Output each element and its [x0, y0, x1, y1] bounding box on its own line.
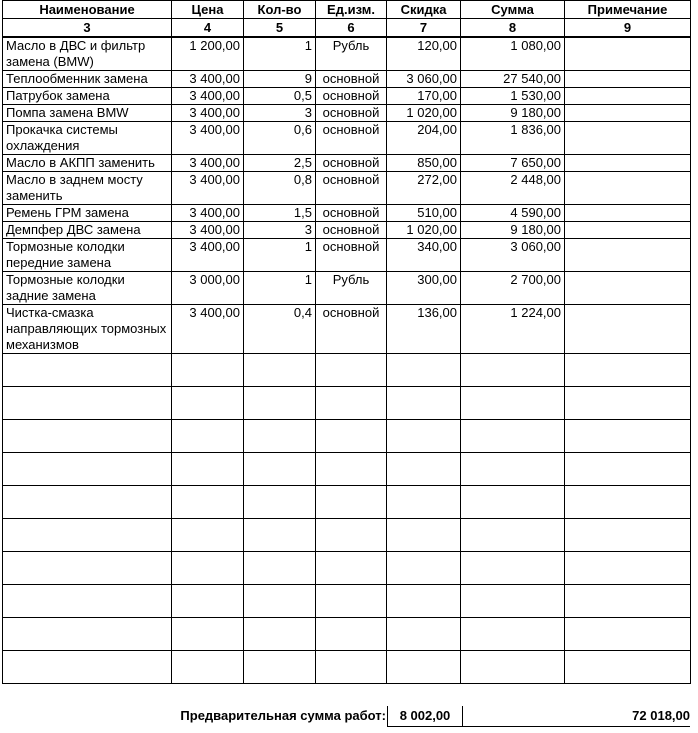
item-price: 3 000,00: [172, 272, 244, 305]
col-number: 4: [172, 19, 244, 38]
item-note: [565, 239, 691, 272]
work-items-table: [2, 0, 691, 684]
item-discount: 300,00: [387, 272, 461, 305]
item-sum: 4 590,00: [461, 205, 565, 222]
item-note: [565, 205, 691, 222]
empty-cell: [461, 552, 565, 585]
item-price: 3 400,00: [172, 71, 244, 88]
item-price: 3 400,00: [172, 222, 244, 239]
empty-cell: [172, 420, 244, 453]
empty-cell: [172, 618, 244, 651]
empty-cell: [316, 651, 387, 684]
empty-cell: [3, 552, 172, 585]
empty-cell: [316, 486, 387, 519]
empty-cell: [172, 552, 244, 585]
empty-cell: [244, 420, 316, 453]
empty-cell: [461, 387, 565, 420]
item-qty: 1: [244, 272, 316, 305]
empty-cell: [461, 618, 565, 651]
empty-cell: [387, 486, 461, 519]
empty-cell: [316, 387, 387, 420]
empty-cell: [3, 486, 172, 519]
empty-cell: [565, 420, 691, 453]
empty-cell: [316, 453, 387, 486]
empty-cell: [244, 585, 316, 618]
empty-cell: [3, 387, 172, 420]
table-row: [3, 37, 691, 71]
empty-cell: [565, 552, 691, 585]
item-price: 3 400,00: [172, 205, 244, 222]
item-qty: 3: [244, 222, 316, 239]
empty-row: [3, 354, 691, 387]
item-price: 3 400,00: [172, 155, 244, 172]
item-name: Прокачка системы охлаждения: [3, 122, 172, 155]
col-number: 7: [387, 19, 461, 38]
item-discount: 136,00: [387, 305, 461, 354]
empty-cell: [316, 354, 387, 387]
item-qty: 1,5: [244, 205, 316, 222]
table-row: [3, 305, 691, 354]
empty-cell: [3, 354, 172, 387]
col-number: 5: [244, 19, 316, 38]
item-discount: 340,00: [387, 239, 461, 272]
empty-cell: [244, 552, 316, 585]
empty-cell: [244, 651, 316, 684]
empty-cell: [316, 519, 387, 552]
empty-cell: [3, 453, 172, 486]
table-row: [3, 272, 691, 305]
item-name: Демпфер ДВС замена: [3, 222, 172, 239]
item-discount: 170,00: [387, 88, 461, 105]
item-note: [565, 222, 691, 239]
item-name: Ремень ГРМ замена: [3, 205, 172, 222]
empty-row: [3, 453, 691, 486]
item-unit: основной: [316, 155, 387, 172]
sum-blank-cell: [462, 706, 566, 727]
col-qty-header: Кол-во: [244, 1, 316, 19]
empty-cell: [244, 519, 316, 552]
empty-cell: [172, 519, 244, 552]
empty-cell: [172, 585, 244, 618]
item-sum: 7 650,00: [461, 155, 565, 172]
item-price: 3 400,00: [172, 88, 244, 105]
empty-cell: [461, 585, 565, 618]
item-name: Чистка-смазка направляющих тормозных механизмов: [3, 305, 172, 354]
empty-cell: [3, 519, 172, 552]
col-price-header: Цена: [172, 1, 244, 19]
item-note: [565, 172, 691, 205]
item-discount: 3 060,00: [387, 71, 461, 88]
item-price: 3 400,00: [172, 305, 244, 354]
empty-cell: [3, 585, 172, 618]
empty-cell: [316, 552, 387, 585]
item-discount: 1 020,00: [387, 105, 461, 122]
table-row: [3, 71, 691, 88]
sum-total: 72 018,00: [566, 706, 690, 727]
item-note: [565, 272, 691, 305]
empty-cell: [565, 519, 691, 552]
item-qty: 2,5: [244, 155, 316, 172]
item-name: Масло в заднем мосту заменить: [3, 172, 172, 205]
col-unit-header: Ед.изм.: [316, 1, 387, 19]
col-number: 3: [3, 19, 172, 38]
table-row: [3, 122, 691, 155]
item-name: Масло в АКПП заменить: [3, 155, 172, 172]
empty-cell: [172, 486, 244, 519]
empty-cell: [387, 387, 461, 420]
item-name: Тормозные колодки задние замена: [3, 272, 172, 305]
col-number: 8: [461, 19, 565, 38]
empty-row: [3, 618, 691, 651]
item-sum: 9 180,00: [461, 105, 565, 122]
empty-cell: [387, 354, 461, 387]
table-row: [3, 155, 691, 172]
item-unit: основной: [316, 122, 387, 155]
table-row: [3, 239, 691, 272]
item-unit: основной: [316, 88, 387, 105]
item-discount: 510,00: [387, 205, 461, 222]
empty-cell: [172, 354, 244, 387]
empty-cell: [461, 420, 565, 453]
empty-cell: [244, 354, 316, 387]
empty-cell: [461, 354, 565, 387]
item-sum: 1 836,00: [461, 122, 565, 155]
empty-cell: [387, 519, 461, 552]
item-qty: 0,5: [244, 88, 316, 105]
item-note: [565, 105, 691, 122]
col-discount-header: Скидка: [387, 1, 461, 19]
empty-cell: [316, 618, 387, 651]
item-note: [565, 37, 691, 71]
empty-cell: [565, 486, 691, 519]
table-row: [3, 222, 691, 239]
empty-cell: [316, 420, 387, 453]
empty-row: [3, 387, 691, 420]
item-qty: 1: [244, 37, 316, 71]
item-qty: 1: [244, 239, 316, 272]
table-row: [3, 205, 691, 222]
empty-row: [3, 519, 691, 552]
col-number: 6: [316, 19, 387, 38]
item-note: [565, 305, 691, 354]
empty-cell: [3, 420, 172, 453]
empty-cell: [3, 618, 172, 651]
empty-cell: [172, 387, 244, 420]
empty-cell: [316, 585, 387, 618]
item-discount: 1 020,00: [387, 222, 461, 239]
empty-cell: [565, 651, 691, 684]
item-unit: основной: [316, 105, 387, 122]
empty-cell: [387, 585, 461, 618]
item-sum: 1 224,00: [461, 305, 565, 354]
item-name: Теплообменник замена: [3, 71, 172, 88]
discount-total: 8 002,00: [387, 706, 463, 727]
col-note-header: Примечание: [565, 1, 691, 19]
empty-cell: [172, 453, 244, 486]
empty-cell: [565, 387, 691, 420]
header-row: [3, 1, 691, 19]
table-row: [3, 88, 691, 105]
item-discount: 850,00: [387, 155, 461, 172]
empty-cell: [565, 585, 691, 618]
item-price: 3 400,00: [172, 172, 244, 205]
item-note: [565, 155, 691, 172]
empty-cell: [387, 420, 461, 453]
col-sum-header: Сумма: [461, 1, 565, 19]
item-sum: 1 530,00: [461, 88, 565, 105]
item-unit: основной: [316, 222, 387, 239]
empty-cell: [461, 651, 565, 684]
item-price: 3 400,00: [172, 105, 244, 122]
table-row: [3, 172, 691, 205]
item-sum: 27 540,00: [461, 71, 565, 88]
item-name: Патрубок замена: [3, 88, 172, 105]
item-unit: основной: [316, 305, 387, 354]
empty-cell: [387, 651, 461, 684]
empty-cell: [387, 552, 461, 585]
column-number-row: [3, 19, 691, 38]
totals-label: Предварительная сумма работ:: [180, 708, 386, 723]
empty-cell: [244, 618, 316, 651]
empty-row: [3, 486, 691, 519]
empty-cell: [565, 618, 691, 651]
empty-cell: [3, 651, 172, 684]
item-unit: основной: [316, 239, 387, 272]
empty-cell: [461, 486, 565, 519]
empty-cell: [387, 453, 461, 486]
item-note: [565, 71, 691, 88]
item-price: 3 400,00: [172, 239, 244, 272]
col-name-header: Наименование: [3, 1, 172, 19]
item-qty: 0,6: [244, 122, 316, 155]
item-qty: 0,4: [244, 305, 316, 354]
empty-cell: [461, 519, 565, 552]
item-name: Масло в ДВС и фильтр замена (BMW): [3, 37, 172, 71]
item-qty: 9: [244, 71, 316, 88]
empty-row: [3, 552, 691, 585]
item-qty: 3: [244, 105, 316, 122]
empty-cell: [244, 486, 316, 519]
item-unit: Рубль: [316, 272, 387, 305]
item-price: 1 200,00: [172, 37, 244, 71]
item-discount: 204,00: [387, 122, 461, 155]
item-unit: основной: [316, 205, 387, 222]
item-sum: 1 080,00: [461, 37, 565, 71]
empty-cell: [461, 453, 565, 486]
item-name: Тормозные колодки передние замена: [3, 239, 172, 272]
empty-row: [3, 420, 691, 453]
totals-row: [0, 706, 698, 728]
table-row: [3, 105, 691, 122]
item-qty: 0,8: [244, 172, 316, 205]
item-sum: 2 448,00: [461, 172, 565, 205]
empty-row: [3, 651, 691, 684]
item-unit: Рубль: [316, 37, 387, 71]
item-note: [565, 88, 691, 105]
item-unit: основной: [316, 71, 387, 88]
item-unit: основной: [316, 172, 387, 205]
empty-cell: [172, 651, 244, 684]
col-number: 9: [565, 19, 691, 38]
empty-cell: [565, 354, 691, 387]
item-note: [565, 122, 691, 155]
item-price: 3 400,00: [172, 122, 244, 155]
empty-cell: [387, 618, 461, 651]
item-sum: 3 060,00: [461, 239, 565, 272]
empty-row: [3, 585, 691, 618]
empty-cell: [244, 453, 316, 486]
item-name: Помпа замена BMW: [3, 105, 172, 122]
item-sum: 9 180,00: [461, 222, 565, 239]
empty-cell: [244, 387, 316, 420]
empty-cell: [565, 453, 691, 486]
item-discount: 120,00: [387, 37, 461, 71]
item-sum: 2 700,00: [461, 272, 565, 305]
item-discount: 272,00: [387, 172, 461, 205]
